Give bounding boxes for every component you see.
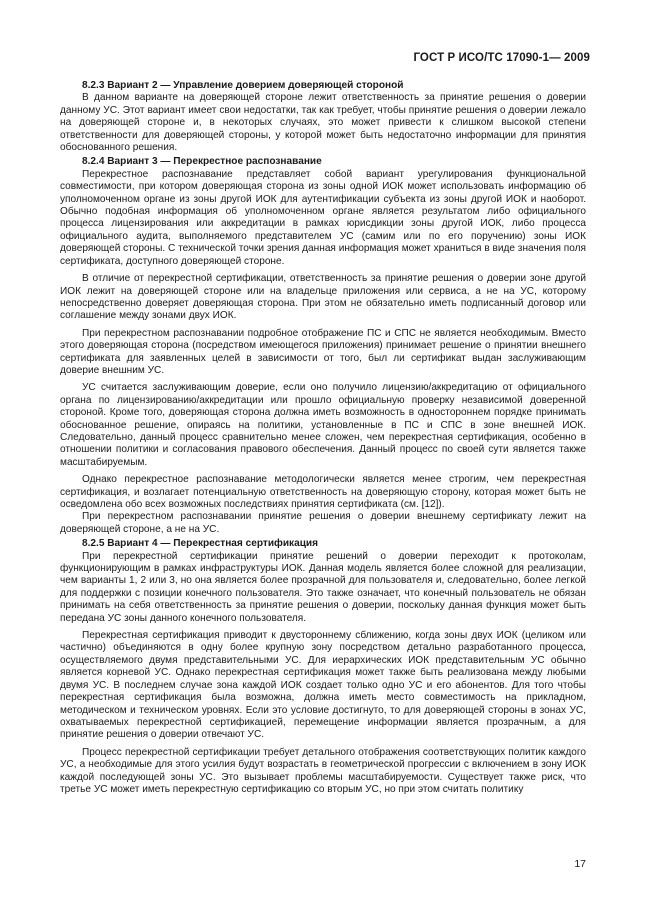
section-heading-8-2-5: 8.2.5 Вариант 4 — Перекрестная сертификация <box>82 538 319 550</box>
section-heading-8-2-3: 8.2.3 Вариант 2 — Управление доверием доверяющей стороной <box>82 80 404 91</box>
paragraph: При перекрестном распознавании подробное отображение ПС и СПС не является необходимым. Вместо этого доверяющая сторона (посредством имеющегося приложения) принимает решение о принятии внешнего сертификата для заявленных целей в зависимости от того, был ли сертификат выдан заслуживающим доверие внешним УС. <box>60 327 586 376</box>
section-heading-8-2-4: 8.2.4 Вариант 3 — Перекрестное распознавание <box>82 156 322 168</box>
document-body <box>60 78 586 796</box>
paragraph: Перекрестная сертификация приводит к двустороннему сближению, когда зоны двух ИОК (целиком или частично) объединяются в одну более крупную зону посредством детально разработанного процесса, осуществляемого двумя представительными УС. Для иерархических ИОК представительным УС обычно является корневой УС. Однако перекрестная сертификация может также быть реализована между любыми двумя УС. В последнем случае зона каждой ИОК создает только одно УС и его абонентов. Для того чтобы перекрестная сертификация была возможна, должна иметь место совместимость на прикладном, методическом и техническом уровнях. Если это условие достигнуто, то для доверяющей стороны в зонах УС, охватываемых перекрестной сертификацией, перемещение информации является прозрачным, а для принятие решения о доверии отвечают УС. <box>60 630 586 741</box>
paragraph: Процесс перекрестной сертификации требует детального отображения соответствующих политик каждого УС, а необходимые для этого усилия будут возрастать в геометрической прогрессии с включением в зону ИОК каждой последующей зоны УС. Это вызывает проблемы масштабируемости. Существует также риск, что третье УС может иметь перекрестную сертификацию со вторым УС, но при этом считать политику <box>60 746 586 795</box>
paragraph: УС считается заслуживающим доверие, если оно получило лицензию/аккредитацию от официального органа по лицензированию/аккредитации или прошло официальную проверку независимой доверенной стороной. Кроме того, доверяющая сторона должна иметь возможность в одностороннем порядке принимать обоснованное решение, опираясь на политики, установленные в ПС и СПС в зоне внешней ИОК. Следовательно, данный процесс сравнительно менее сложен, чем перекрестная сертификация, особенно в отношении политики и согласования правового обеспечения. Данный процесс по своей сути является также масштабируемым. <box>60 382 586 468</box>
document-id-header: ГОСТ Р ИСО/ТС 17090-1— 2009 <box>413 52 590 64</box>
paragraph: При перекрестной сертификации принятие решений о доверии переходит к протоколам, функционирующим в рамках инфраструктуры ИОК. Данная модель является более сложной для реализации, чем варианты 1, 2 или 3, но она является более прозрачной для пользователя и, следовательно, более легкой для поддержки с позиции конечного пользователя. Это также означает, что конечный пользователь не обязан принимать на себя ответственность за принятие решения о доверии, поскольку данная функция может быть передана УС зоны данного конечного пользователя. <box>60 550 586 624</box>
paragraph: При перекрестном распознавании принятие решения о доверии внешнему сертификату лежит на доверяющей стороне, а не на УС. <box>60 511 586 535</box>
page-number: 17 <box>574 858 586 870</box>
paragraph: В отличие от перекрестной сертификации, ответственность за принятие решения о доверии зоне другой ИОК лежит на доверяющей стороне или на владельце приложения или сервиса, а не на УС, которому непосредственно доверяет доверяющая сторона. При этом не обязательно иметь подписанный договор или соглашение между зонами двух ИОК. <box>60 273 586 322</box>
paragraph: Перекрестное распознавание представляет собой вариант урегулирования функциональной совместимости, при котором доверяющая сторона из зоны одной ИОК может использовать информацию об уполномоченном органе из зоны другой ИОК для аутентификации субъекта из зоны другой ИОК и наоборот. Обычно подобная информация об уполномоченном органе является результатом либо официального процесса лицензирования или аккредитации в рамках юрисдикции зоны другой ИОК, либо процесса официального аудита, выполняемого представителем УС (самим или по его поручению) зоны ИОК доверяющей стороны. С технической точки зрения данная информация может храниться в виде значения поля сертификата, доступного доверяющей стороне. <box>60 168 586 267</box>
paragraph: В данном варианте на доверяющей стороне лежит ответственность за принятие решения о доверии данному УС. Этот вариант имеет свои недостатки, так как требует, чтобы принятие решения о доверии лежало на доверяющей стороне и, в некоторых случаях, это может привести к слишком высокой степени ответственности для доверяющей стороны, у которой может быть недостаточно информации для принятия обоснованного решения. <box>60 92 586 154</box>
paragraph: Однако перекрестное распознавание методологически является менее строгим, чем перекрестная сертификация, и возлагает потенциальную ответственность на доверяющую сторону, которая может быть не осведомлена обо всех возможных последствиях принятия сертификата (см. [12]). <box>60 474 586 510</box>
